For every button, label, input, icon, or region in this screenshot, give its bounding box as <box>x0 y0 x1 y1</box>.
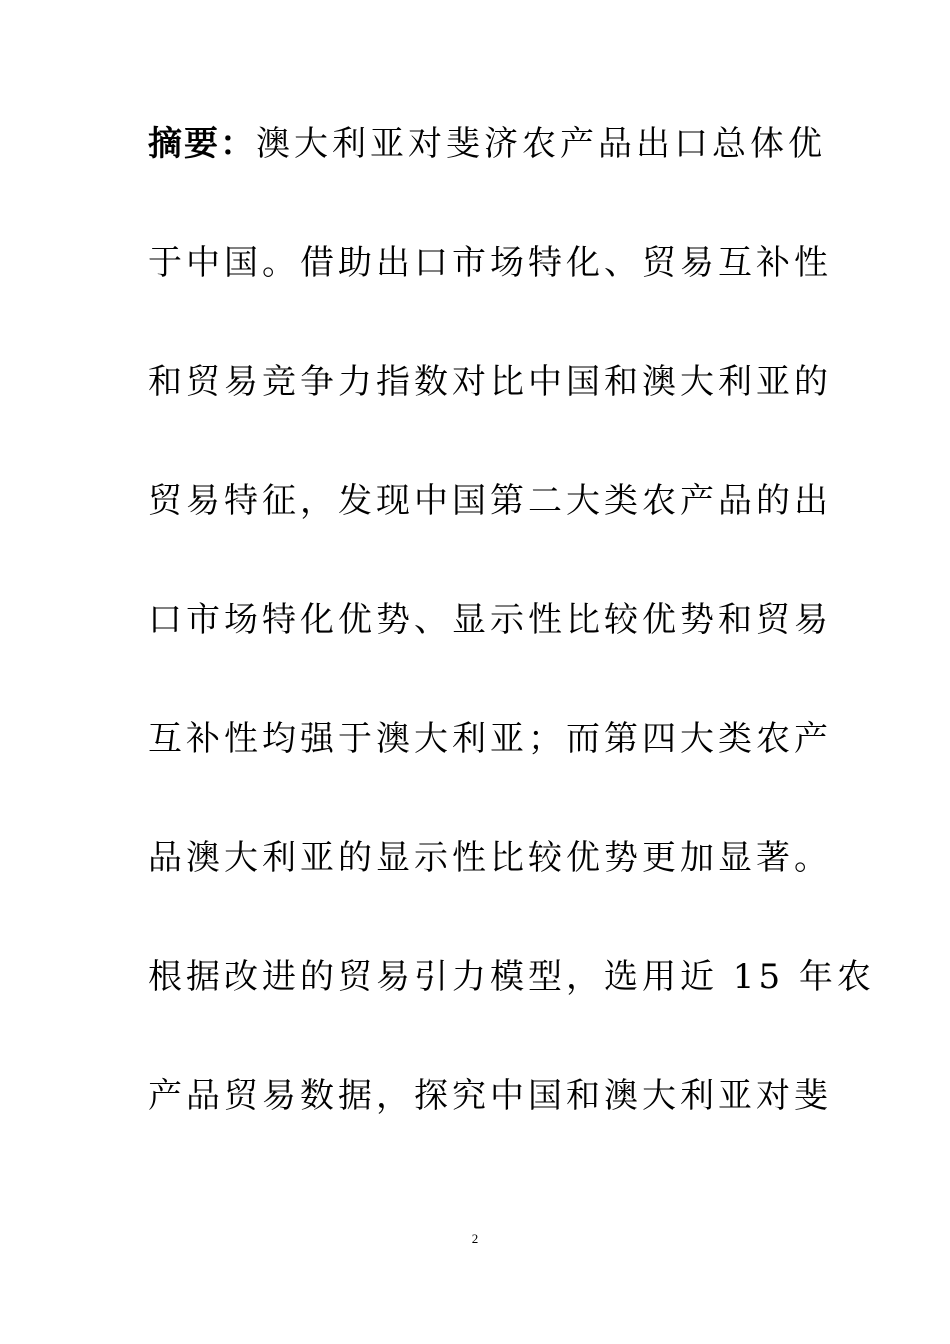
abstract-line: 和贸易竞争力指数对比中国和澳大利亚的 <box>148 362 832 402</box>
abstract-line: 产品贸易数据，探究中国和澳大利亚对斐 <box>148 1076 832 1116</box>
abstract-line: 品澳大利亚的显示性比较优势更加显著。 <box>148 838 832 878</box>
abstract-line: 互补性均强于澳大利亚；而第四大类农产 <box>148 719 832 759</box>
page-number: 2 <box>471 1231 479 1246</box>
abstract-label: 摘要： <box>148 124 256 164</box>
abstract-line: 贸易特征，发现中国第二大类农产品的出 <box>148 481 832 521</box>
abstract-line: 于中国。借助出口市场特化、贸易互补性 <box>148 243 832 283</box>
abstract-line <box>148 112 826 231</box>
abstract-line: 根据改进的贸易引力模型，选用近 15 年农 <box>148 957 875 997</box>
abstract-section <box>148 112 875 1183</box>
abstract-line: 口市场特化优势、显示性比较优势和贸易 <box>148 600 832 640</box>
abstract-line-text: 澳大利亚对斐济农产品出口总体优 <box>256 124 826 164</box>
